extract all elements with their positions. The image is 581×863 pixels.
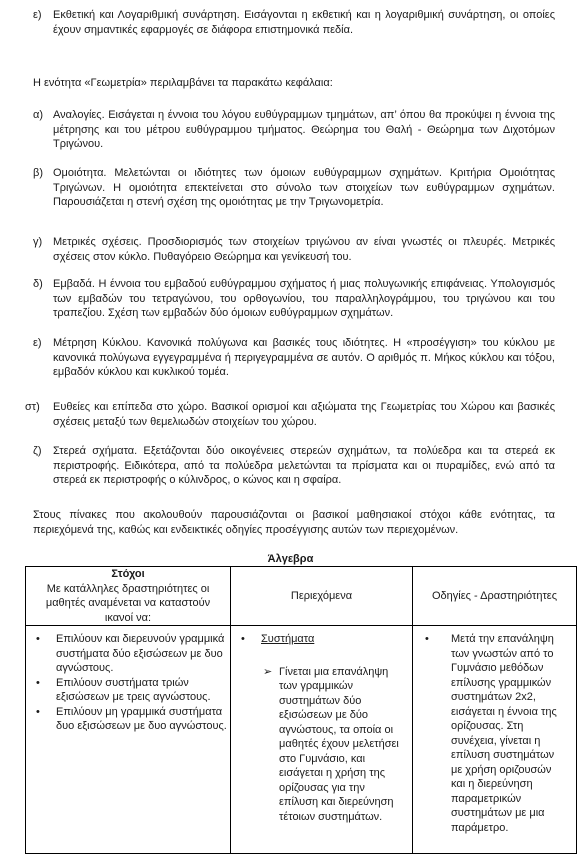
list-item [26,632,230,676]
bullet-icon: • [241,633,245,645]
item-text: Μέτρηση Κύκλου. Κανονικά πολύγωνα και βασικές τους ιδιότητες. Η «προσέγγιση» του κύκλου με κανονικά πολύγωνα εγγεγραμμένα ή περιγεγραμμένα σε αυτόν. Ο αριθμός π. Μήκος κύκλου και τόξου, εμβαδόν κύκλου και κυκλικού τομέα. [53,337,555,378]
bullet-icon: • [36,633,40,645]
item-label: ε) [33,337,42,349]
item-label: ζ) [33,445,42,457]
header-goals-subtitle: Με κατάλληλες δραστηριότητες οι μαθητές αναμένεται να καταστούν ικανοί να: [45,582,211,624]
guidance-text: Μετά την επανάληψη των γνωστών από το Γυμνάσιο μεθόδων επίλυσης γραμμικών συστημάτων 2x2, εισάγεται η έννοια της ορίζουσας. Στη συνέχεια, γίνεται η επίλυση συστημάτων με χρήση οριζουσών και η διερεύνηση παραμετρικών συστημάτων με μια παράμετρο. [451,633,557,834]
guidance-cell [413,626,577,854]
goal-text: Επιλύουν και διερευνούν γραμμικά συστήματα δύο εξισώσεων με δυο αγνώστους. [56,633,225,674]
bullet-icon: • [425,633,429,645]
item-text: Ομοιότητα. Μελετώνται οι ιδιότητες των όμοιων ευθύγραμμων σχημάτων. Κριτήρια Ομοιότητας Τριγώνων. Η ομοιότητα επεκτείνεται στο σύνολο των στοιχείων των ευθύγραμμων σχημάτων. Παρουσιάζεται η στενή σχέση της ομοιότητας με την Τριγωνομετρία. [53,167,555,208]
goal-text: Επιλύουν συστήματα τριών εξισώσεων με τρεις αγνώστους. [56,676,211,703]
item-label: στ) [25,401,40,413]
list-item [26,705,230,734]
bullet-icon: • [36,705,40,718]
algebra-table [25,566,577,854]
tables-intro: Στους πίνακες που ακολουθούν παρουσιάζονται οι βασικοί μαθησιακοί στόχοι κάθε ενότητας, τα περιεχόμενά της, καθώς και ενδεικτικές οδηγίες προσέγγισης αυτών των περιεχομένων. [33,509,555,536]
item-text: Μετρικές σχέσεις. Προσδιορισμός των στοιχείων τριγώνου αν είναι γνωστές οι πλευρές. Μετρικές σχέσεις στον κύκλο. Πυθαγόρειο Θεώρημα και γενίκευσή του. [53,236,555,263]
item-label: ε) [33,9,42,21]
contents-cell [231,626,413,854]
bullet-icon: • [36,676,40,689]
guidance-list [413,626,576,835]
content-heading-text: Συστήματα [261,633,315,645]
item-label: δ) [33,278,43,290]
item-text: Ευθείες και επίπεδα στο χώρο. Βασικοί ορισμοί και αξιώματα της Γεωμετρίας του Χώρου και βασικές σχέσεις μεταξύ των θεμελιωδών στοιχείων του χώρου. [53,401,555,428]
table-header-row [26,567,577,626]
list-item [26,676,230,705]
header-goals [26,567,231,626]
goal-text: Επιλύουν μη γραμμικά συστήματα δυο εξισώσεων με δυο αγνώστους. [56,705,227,732]
goals-list [26,626,230,734]
table-row [26,626,577,854]
item-label: β) [33,167,43,179]
table-title: Άλγεβρα [267,553,314,565]
item-text: Αναλογίες. Εισάγεται η έννοια του λόγου ευθύγραμμων τμημάτων, απ’ όπου θα προκύψει η έννοια της μέτρησης και του μέτρου ευθύγραμμου τμήματος. Θεώρημα του Θαλή - Θεώρημα των Διχοτόμων Τριγώνου. [53,109,555,150]
content-subitem-text: Γίνεται μια επανάληψη των γραμμικών συστημάτων δύο εξισώσεων με δύο αγνώστους, τα οποία οι μαθητές έχουν μελετήσει στο Γυμνάσιο, και εισάγεται η χρήση της ορίζουσας για την επίλυση και διερεύνηση τέτοιων συστημάτων. [279,665,399,823]
header-guidance: Οδηγίες - Δραστηριότητες [413,567,577,626]
content-subitem [231,665,412,825]
header-contents: Περιεχόμενα [231,567,413,626]
list-item [413,632,576,835]
content-heading [231,626,412,647]
item-text: Στερεά σχήματα. Εξετάζονται δύο οικογένειες στερεών σχημάτων, τα πολύεδρα και τα στερεά εκ περιστροφής. Ειδικότερα, από τα πολύεδρα μελετώνται τα πρίσματα και οι πυραμίδες, ενώ από τα στερεά εκ περιστροφής ο κύλινδρος, ο κώνος και η σφαίρα. [53,445,555,486]
arrow-bullet-icon: ➢ [263,665,273,678]
item-text: Εκθετική και Λογαριθμική συνάρτηση. Εισάγονται η εκθετική και η λογαριθμική συνάρτηση, οι οποίες έχουν σημαντικές εφαρμογές σε διάφορα επιστημονικά πεδία. [53,9,555,36]
item-label: α) [33,109,44,121]
goals-cell [26,626,231,854]
header-goals-title: Στόχοι [111,568,145,580]
item-label: γ) [33,236,43,248]
geometry-intro: Η ενότητα «Γεωμετρία» περιλαμβάνει τα παρακάτω κεφάλαια: [33,77,333,89]
item-text: Εμβαδά. Η έννοια του εμβαδού ευθύγραμμου σχήματος ή μιας πολυγωνικής επιφάνειας. Υπολογισμός των εμβαδών του τετραγώνου, του ορθογωνίου, του παραλληλογράμμου, του τριγώνου και του τραπεζίου. Σχέση των εμβαδών δύο όμοιων ευθύγραμμων σχημάτων. [53,278,555,319]
